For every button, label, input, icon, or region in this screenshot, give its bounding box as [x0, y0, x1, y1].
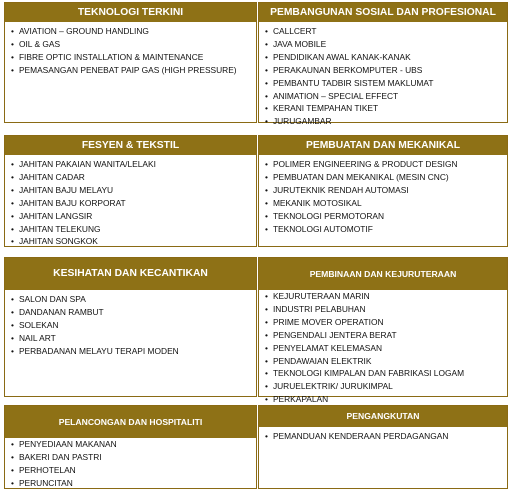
section-teknologi-terkini [4, 2, 257, 123]
list-item: • PERKAPALAN [265, 393, 507, 406]
section-pelancongan-hospitaliti [4, 405, 257, 489]
list-item: • PERHOTELAN [11, 464, 256, 477]
list-item: • KEJURUTERAAN MARIN [265, 290, 507, 303]
section-title: PELANCONGAN DAN HOSPITALITI [5, 406, 256, 438]
section-pengangkutan [258, 405, 508, 489]
section-kesihatan-kecantikan [4, 257, 257, 397]
list-item: • PRIME MOVER OPERATION [265, 316, 507, 329]
list-item: • JAHITAN PAKAIAN WANITA/LELAKI [11, 158, 256, 171]
section-title: PEMBUATAN DAN MEKANIKAL [259, 136, 507, 155]
section-title: KESIHATAN DAN KECANTIKAN [5, 258, 256, 290]
course-list [5, 290, 256, 358]
list-item: • SOLEKAN [11, 319, 256, 332]
list-item: • JURUTEKNIK RENDAH AUTOMASI [265, 184, 507, 197]
list-item: • PEMANDUAN KENDERAAN PERDAGANGAN [265, 430, 507, 443]
list-item: • BAKERI DAN PASTRI [11, 451, 256, 464]
section-title: PEMBANGUNAN SOSIAL DAN PROFESIONAL [259, 3, 507, 22]
list-item: • PEMBUATAN DAN MEKANIKAL (MESIN CNC) [265, 171, 507, 184]
list-item: • TEKNOLOGI KIMPALAN DAN FABRIKASI LOGAM [265, 367, 507, 380]
section-title: TEKNOLOGI TERKINI [5, 3, 256, 22]
section-pembuatan-mekanikal [258, 135, 508, 247]
course-list [259, 22, 507, 128]
list-item: • CALLCERT [265, 25, 507, 38]
list-item: • PERBADANAN MELAYU TERAPI MODEN [11, 345, 256, 358]
list-item: • SALON DAN SPA [11, 293, 256, 306]
list-item: • JAVA MOBILE [265, 38, 507, 51]
list-item: • JURUELEKTRIK/ JURUKIMPAL [265, 380, 507, 393]
section-fesyen-tekstil [4, 135, 257, 247]
list-item: • TEKNOLOGI PERMOTORAN [265, 210, 507, 223]
course-list [5, 155, 256, 248]
section-title: PEMBINAAN DAN KEJURUTERAAN [259, 258, 507, 290]
course-list [259, 427, 507, 443]
list-item: • INDUSTRI PELABUHAN [265, 303, 507, 316]
list-item: • PERUNCITAN [11, 477, 256, 490]
list-item: • AVIATION – GROUND HANDLING [11, 25, 256, 38]
list-item: • DANDANAN RAMBUT [11, 306, 256, 319]
list-item: • JAHITAN CADAR [11, 171, 256, 184]
list-item: • JAHITAN SONGKOK [11, 235, 256, 248]
list-item: • PEMASANGAN PENEBAT PAIP GAS (HIGH PRESSURE) [11, 64, 256, 77]
list-item: • TEKNOLOGI AUTOMOTIF [265, 223, 507, 236]
list-item: • PENDAWAIAN ELEKTRIK [265, 355, 507, 368]
course-list [259, 155, 507, 235]
list-item: • PERAKAUNAN BERKOMPUTER - UBS [265, 64, 507, 77]
list-item: • MEKANIK MOTOSIKAL [265, 197, 507, 210]
course-list [5, 438, 256, 490]
section-title: PENGANGKUTAN [259, 406, 507, 427]
list-item: • PEMBANTU TADBIR SISTEM MAKLUMAT [265, 77, 507, 90]
list-item: • PENDIDIKAN AWAL KANAK-KANAK [265, 51, 507, 64]
list-item: • JAHITAN LANGSIR [11, 210, 256, 223]
list-item: • ANIMATION – SPECIAL EFFECT [265, 90, 507, 103]
list-item: • JAHITAN TELEKUNG [11, 223, 256, 236]
list-item: • PENYELAMAT KELEMASAN [265, 342, 507, 355]
list-item: • POLIMER ENGINEERING & PRODUCT DESIGN [265, 158, 507, 171]
section-pembinaan-kejuruteraan [258, 257, 508, 405]
list-item: • JAHITAN BAJU KORPORAT [11, 197, 256, 210]
section-pembangunan-sosial [258, 2, 508, 127]
list-item: • PENGENDALI JENTERA BERAT [265, 329, 507, 342]
list-item: • FIBRE OPTIC INSTALLATION & MAINTENANCE [11, 51, 256, 64]
section-title: FESYEN & TEKSTIL [5, 136, 256, 155]
list-item: • NAIL ART [11, 332, 256, 345]
course-list [259, 290, 507, 406]
list-item: • JAHITAN BAJU MELAYU [11, 184, 256, 197]
list-item: • JURUGAMBAR [265, 115, 507, 128]
list-item: • PENYEDIAAN MAKANAN [11, 438, 256, 451]
course-list [5, 22, 256, 77]
list-item: • OIL & GAS [11, 38, 256, 51]
list-item: • KERANI TEMPAHAN TIKET [265, 102, 507, 115]
